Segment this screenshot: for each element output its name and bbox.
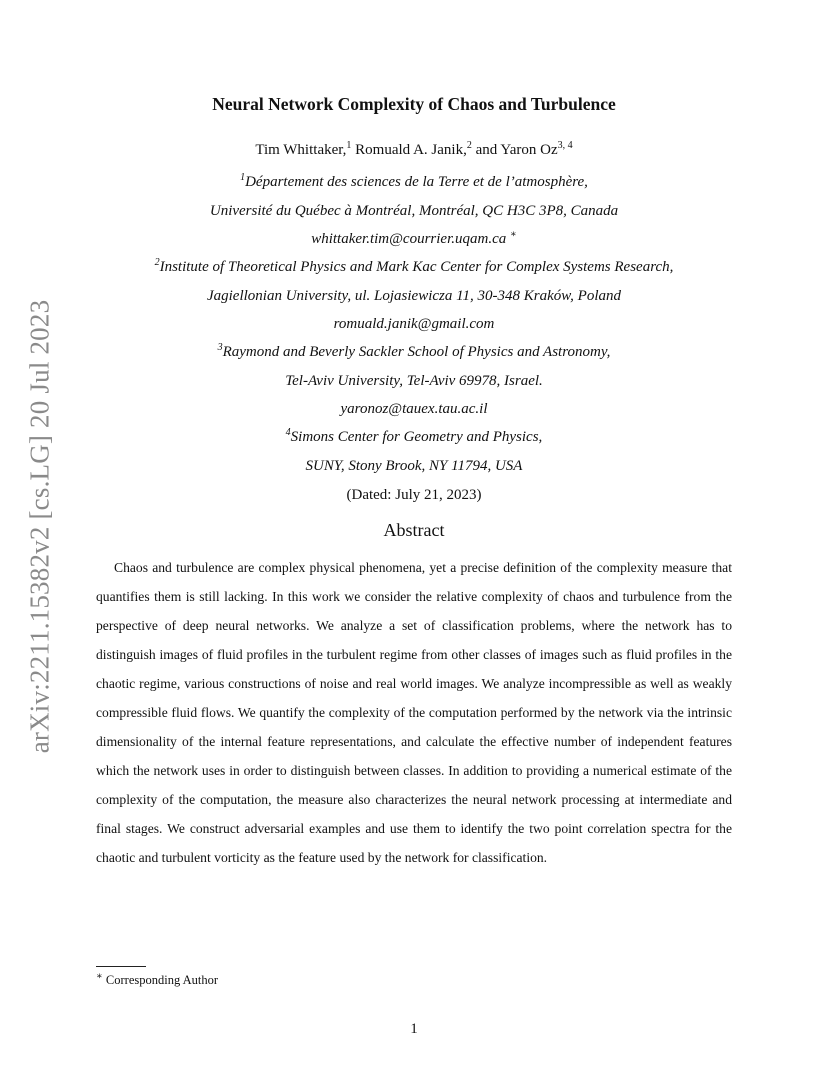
affiliation-mark: 3 (217, 342, 223, 353)
arxiv-stamp (16, 296, 64, 756)
author-affiliation-mark: 1 (346, 140, 352, 151)
affiliation-mark: 1 (240, 172, 246, 183)
corresponding-mark: ∗ (510, 229, 517, 240)
page-number: 1 (410, 1021, 418, 1037)
affiliation-line: SUNY, Stony Brook, NY 11794, USA (305, 458, 523, 474)
footnote-rule (96, 966, 146, 967)
affiliation-email: whittaker.tim@courrier.uqam.ca ∗ (311, 229, 517, 247)
author-name: Tim Whittaker, (255, 142, 347, 158)
affiliation-line: $^2$Institute of Theoretical Physics and Mark Kac Center for Complex Systems Research, (154, 257, 674, 275)
author-affiliation-mark: 3, 4 (557, 140, 573, 151)
affiliation-line: Jagiellonian University, ul. Lojasiewicza 11, 30-348 Kraków, Poland (206, 288, 621, 304)
paper-title: Neural Network Complexity of Chaos and Turbulence (212, 94, 616, 114)
affiliation-mark: 4 (285, 427, 291, 438)
abstract-body: Chaos and turbulence are complex physical phenomena, yet a precise definition of the complexity measure that quantifies them is still lacking. In this work we consider the relative complexity of chaos and turbulence from the perspective of deep neural networks. We analyze a set of classification problems, where the network has to distinguish images of fluid profiles in the turbulent regime from other classes of images such as fluid profiles in the chaotic regime, various constructions of noise and real world images. We analyze incompressible as well as weakly compressible fluid flows. We quantify the complexity of the computation performed by the network via the intrinsic dimensionality of the internal feature representations, and calculate the effective number of independent features which the network uses in order to distinguish between classes. In addition to providing a numerical estimate of the complexity of the computation, the measure also characterizes the neural network processing at intermediate and final stages. We construct adversarial examples and use them to identify the two point correlation spectra for the chaotic and turbulent vorticity as the feature used by the network for classification. (96, 560, 732, 865)
arxiv-identifier: arXiv:2211.15382v2 [cs.LG] 20 Jul 2023 (24, 299, 55, 753)
author-name: and Yaron Oz (475, 142, 558, 158)
affiliation-mark: 2 (154, 257, 160, 268)
author-list (96, 142, 732, 159)
footnote-mark: ∗ (96, 970, 103, 982)
affiliation-line: $^4$Simons Center for Geometry and Physics, (285, 427, 543, 445)
dated-line: (Dated: July 21, 2023) (346, 487, 482, 503)
author-affiliation-mark: 2 (466, 140, 472, 151)
abstract-heading: Abstract (383, 520, 445, 540)
author-name: Romuald A. Janik, (355, 142, 467, 158)
affiliation-email: romuald.janik@gmail.com (333, 316, 495, 332)
footnote (96, 970, 219, 988)
affiliation-line: $^3$Raymond and Beverly Sackler School of Physics and Astronomy, (217, 342, 611, 360)
affiliation-email: yaronoz@tauex.tau.ac.il (340, 401, 488, 417)
affiliation-line: Université du Québec à Montréal, Montréal, QC H3C 3P8, Canada (209, 203, 619, 219)
affiliation-line: Tel-Aviv University, Tel-Aviv 69978, Israel. (285, 373, 543, 389)
affiliation-line: $^1$Département des sciences de la Terre et de l’atmosphère, (240, 172, 588, 190)
footnote-text: Corresponding Author (105, 973, 219, 987)
